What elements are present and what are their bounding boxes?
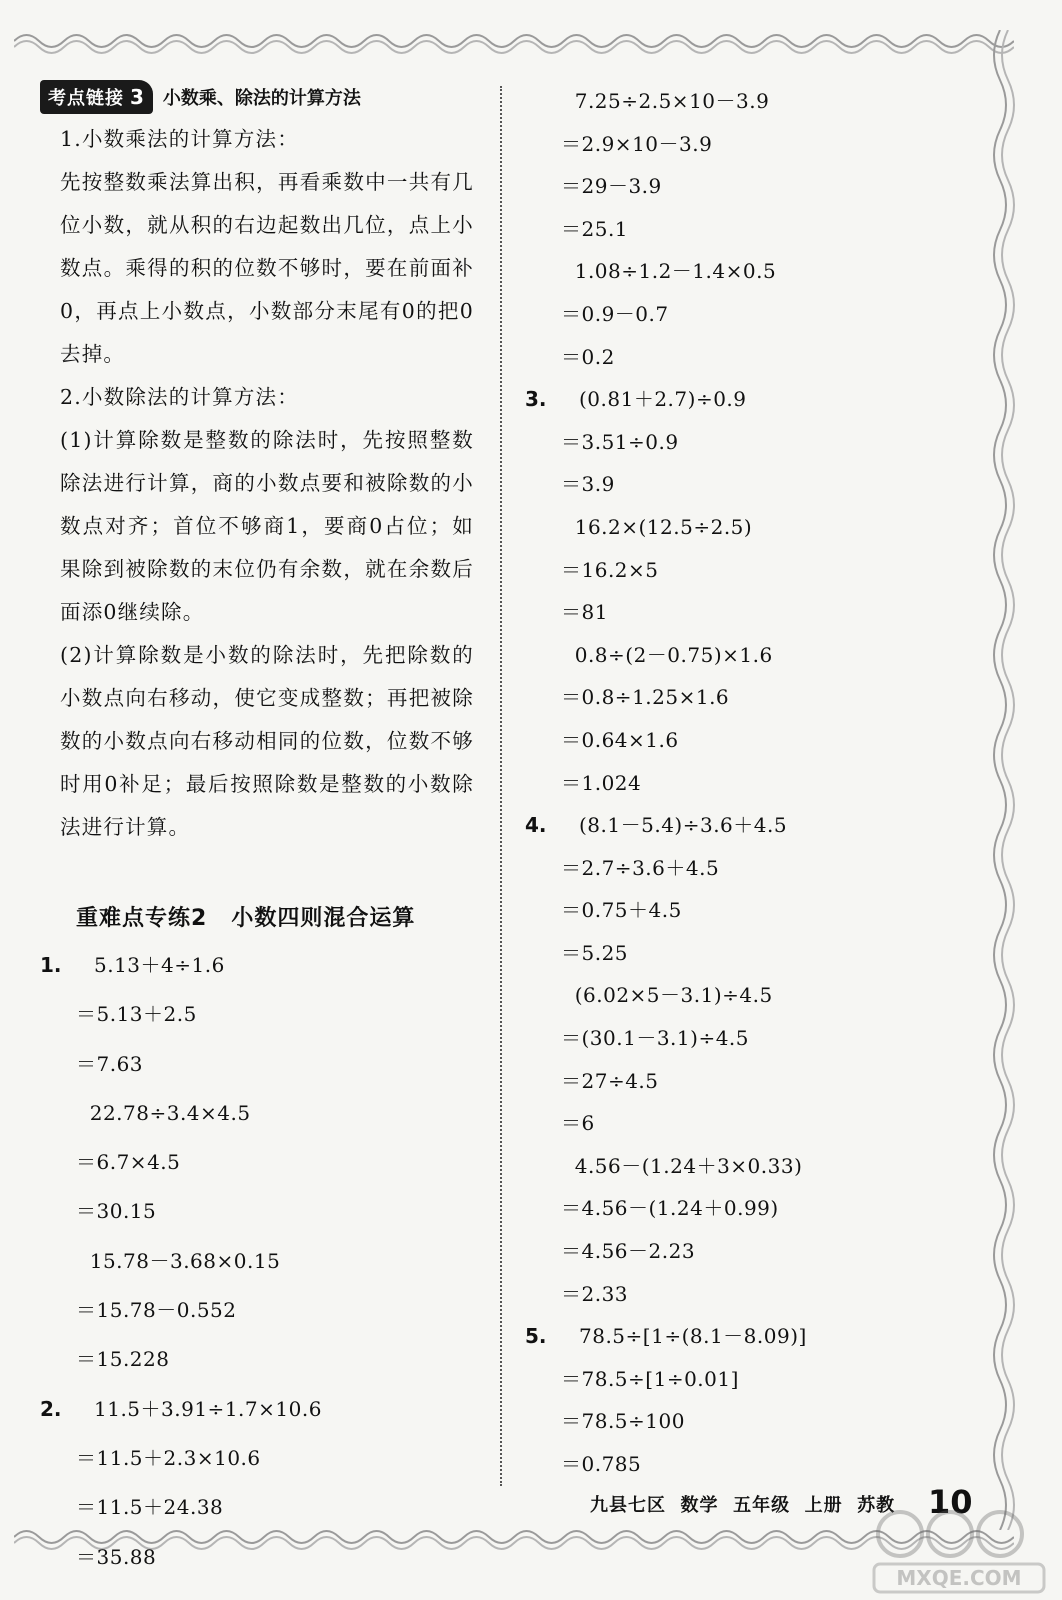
solution-line bbox=[525, 932, 965, 975]
expression: ＝1.024 bbox=[561, 770, 642, 795]
question-number: 2. bbox=[40, 1396, 62, 1421]
question-number bbox=[525, 250, 555, 293]
expression: ＝35.88 bbox=[76, 1544, 157, 1569]
knowledge-link-header bbox=[40, 80, 480, 114]
expression: ＝3.51÷0.9 bbox=[561, 429, 679, 454]
expression: 11.5＋3.91÷1.7×10.6 bbox=[94, 1396, 322, 1421]
question-number bbox=[525, 1400, 555, 1443]
solution-line bbox=[525, 336, 965, 379]
expression: ＝30.15 bbox=[76, 1199, 157, 1224]
expression: (8.1－5.4)÷3.6＋4.5 bbox=[579, 813, 788, 838]
expression: ＝81 bbox=[561, 600, 608, 625]
question-number bbox=[525, 1358, 555, 1401]
solution-line bbox=[40, 1286, 480, 1335]
solution-line bbox=[525, 1358, 965, 1401]
expression: 4.56－(1.24＋3×0.33) bbox=[561, 1153, 803, 1178]
page-number: 10 bbox=[928, 1483, 973, 1521]
question-number bbox=[40, 1089, 70, 1138]
solution-line bbox=[525, 1443, 965, 1486]
knowledge-paragraph: (2)计算除数是小数的除法时，先把除数的小数点向右移动，使它变成整数；再把被除数的小数点向右移动相同的位数，位数不够时用0补足；最后按照除数是整数的小数除法进行计算。 bbox=[60, 643, 474, 839]
expression: ＝5.25 bbox=[561, 940, 629, 965]
question-number bbox=[525, 549, 555, 592]
expression: ＝(30.1－3.1)÷4.5 bbox=[561, 1026, 750, 1051]
question-number bbox=[525, 506, 555, 549]
expression: ＝15.228 bbox=[76, 1347, 170, 1372]
solution-line bbox=[525, 1187, 965, 1230]
expression: ＝78.5÷[1÷0.01] bbox=[561, 1366, 739, 1391]
tag-number: 3 bbox=[130, 85, 145, 109]
expression: ＝6 bbox=[561, 1111, 595, 1136]
solution-line bbox=[525, 378, 965, 421]
solution-line bbox=[40, 1434, 480, 1483]
expression: ＝15.78－0.552 bbox=[76, 1298, 237, 1323]
expression: ＝78.5÷100 bbox=[561, 1409, 685, 1434]
question-number: 4. bbox=[525, 813, 547, 838]
knowledge-paragraph: 1.小数乘法的计算方法： bbox=[60, 127, 299, 151]
solution-line bbox=[40, 1237, 480, 1286]
question-number bbox=[525, 1017, 555, 1060]
expression: 78.5÷[1÷(8.1－8.09)] bbox=[579, 1324, 807, 1349]
solution-line bbox=[525, 1102, 965, 1145]
solution-line bbox=[525, 165, 965, 208]
solution-line bbox=[40, 1040, 480, 1089]
expression: (0.81＋2.7)÷0.9 bbox=[579, 387, 747, 412]
right-column bbox=[525, 80, 965, 1486]
solution-line bbox=[525, 804, 965, 847]
solution-line bbox=[525, 1400, 965, 1443]
expression: ＝0.8÷1.25×1.6 bbox=[561, 685, 730, 710]
solution-line bbox=[525, 974, 965, 1017]
knowledge-link-tag bbox=[40, 80, 153, 114]
knowledge-paragraph: (1)计算除数是整数的除法时，先按照整数除法进行计算，商的小数点要和被除数的小数点对齐；首位不够商1，要商0占位；如果除到被除数的末位仍有余数，就在余数后面添0继续除。 bbox=[60, 428, 474, 624]
question-number bbox=[525, 80, 555, 123]
solution-line bbox=[525, 1060, 965, 1103]
question-number bbox=[525, 1443, 555, 1486]
question-number bbox=[40, 1286, 70, 1335]
left-column bbox=[40, 80, 480, 1582]
knowledge-link-title: 小数乘、除法的计算方法 bbox=[162, 88, 361, 109]
solution-line bbox=[40, 1089, 480, 1138]
expression: 15.78－3.68×0.15 bbox=[76, 1248, 281, 1273]
solution-line bbox=[525, 250, 965, 293]
question-number bbox=[525, 634, 555, 677]
answer-site-logo-icon bbox=[870, 1500, 1050, 1600]
solution-line bbox=[525, 208, 965, 251]
solution-line bbox=[40, 1138, 480, 1187]
question-number bbox=[525, 974, 555, 1017]
expression: ＝4.56－(1.24＋0.99) bbox=[561, 1196, 779, 1221]
solution-line bbox=[40, 1385, 480, 1434]
question-number bbox=[525, 1102, 555, 1145]
solution-line bbox=[525, 293, 965, 336]
solution-line bbox=[525, 1273, 965, 1316]
expression: ＝6.7×4.5 bbox=[76, 1150, 181, 1175]
svg-text:MXQE.COM: MXQE.COM bbox=[896, 1566, 1022, 1590]
expression: 1.08÷1.2－1.4×0.5 bbox=[561, 259, 777, 284]
knowledge-paragraph: 先按整数乘法算出积，再看乘数中一共有几位小数，就从积的右边起数出几位，点上小数点。乘得的积的位数不够时，要在前面补0，再点上小数点，小数部分末尾有0的把0去掉。 bbox=[60, 170, 474, 366]
book-info: 九县七区 数学 五年级 上册 苏教 bbox=[590, 1495, 896, 1516]
question-number bbox=[40, 1237, 70, 1286]
expression: ＝2.33 bbox=[561, 1281, 629, 1306]
question-number bbox=[525, 591, 555, 634]
solution-line bbox=[525, 634, 965, 677]
question-number bbox=[525, 1273, 555, 1316]
question-number: 1. bbox=[40, 953, 62, 977]
expression: ＝0.785 bbox=[561, 1452, 642, 1476]
expression: ＝11.5＋2.3×10.6 bbox=[76, 1445, 261, 1470]
expression: ＝2.9×10－3.9 bbox=[561, 131, 713, 156]
question-number bbox=[525, 463, 555, 506]
expression: ＝0.9－0.7 bbox=[561, 301, 669, 326]
expression: ＝2.7÷3.6＋4.5 bbox=[561, 855, 720, 880]
solution-line bbox=[525, 1017, 965, 1060]
question-number bbox=[525, 208, 555, 251]
expression: 22.78÷3.4×4.5 bbox=[76, 1100, 251, 1125]
solution-line bbox=[40, 1187, 480, 1236]
solution-line bbox=[40, 941, 480, 990]
solution-line bbox=[40, 1335, 480, 1384]
question-number bbox=[525, 336, 555, 379]
expression: ＝27÷4.5 bbox=[561, 1068, 659, 1093]
question-number bbox=[525, 719, 555, 762]
expression: ＝16.2×5 bbox=[561, 557, 659, 582]
solution-line bbox=[525, 762, 965, 805]
expression: ＝7.63 bbox=[76, 1051, 144, 1076]
expression: ＝29－3.9 bbox=[561, 174, 662, 199]
question-number bbox=[525, 889, 555, 932]
solution-line bbox=[525, 1315, 965, 1358]
question-number bbox=[525, 1060, 555, 1103]
expression: ＝11.5＋24.38 bbox=[76, 1495, 224, 1520]
question-number bbox=[525, 165, 555, 208]
section-title-number: 重难点专练2 bbox=[76, 906, 208, 931]
question-number: 3. bbox=[525, 387, 547, 412]
question-number bbox=[525, 676, 555, 719]
question-number bbox=[525, 1187, 555, 1230]
solution-line bbox=[525, 676, 965, 719]
expression: ＝4.56－2.23 bbox=[561, 1239, 696, 1264]
tag-label: 考点链接 bbox=[48, 88, 124, 109]
question-number bbox=[525, 293, 555, 336]
expression: 5.13＋4÷1.6 bbox=[94, 953, 225, 977]
expression: ＝3.9 bbox=[561, 472, 615, 497]
question-number bbox=[525, 847, 555, 890]
question-number bbox=[525, 123, 555, 166]
solution-line bbox=[525, 1230, 965, 1273]
expression: 7.25÷2.5×10－3.9 bbox=[561, 89, 770, 113]
question-number bbox=[525, 421, 555, 464]
solution-line bbox=[525, 591, 965, 634]
question-number bbox=[40, 990, 70, 1039]
solution-line bbox=[525, 463, 965, 506]
question-number bbox=[40, 1335, 70, 1384]
expression: ＝5.13＋2.5 bbox=[76, 1002, 197, 1027]
question-number bbox=[525, 932, 555, 975]
section-title bbox=[76, 901, 480, 941]
expression: (6.02×5－3.1)÷4.5 bbox=[561, 983, 773, 1008]
solution-line bbox=[525, 719, 965, 762]
solution-line bbox=[525, 549, 965, 592]
solution-line bbox=[525, 506, 965, 549]
question-number: 5. bbox=[525, 1324, 547, 1349]
solution-line bbox=[525, 847, 965, 890]
question-number bbox=[525, 1230, 555, 1273]
solution-line bbox=[525, 123, 965, 166]
column-divider bbox=[500, 86, 502, 1486]
section-title-topic: 小数四则混合运算 bbox=[231, 906, 416, 931]
solution-line bbox=[525, 889, 965, 932]
question-number bbox=[525, 1145, 555, 1188]
question-number bbox=[40, 1533, 70, 1582]
question-number bbox=[40, 1138, 70, 1187]
solution-line bbox=[40, 990, 480, 1039]
expression: ＝25.1 bbox=[561, 216, 629, 241]
question-number bbox=[40, 1040, 70, 1089]
expression: ＝0.75＋4.5 bbox=[561, 898, 682, 923]
question-number bbox=[40, 1434, 70, 1483]
expression: 0.8÷(2－0.75)×1.6 bbox=[561, 642, 773, 667]
solution-line bbox=[525, 421, 965, 464]
question-number bbox=[525, 762, 555, 805]
question-number bbox=[40, 1187, 70, 1236]
expression: ＝0.2 bbox=[561, 344, 615, 369]
knowledge-paragraph: 2.小数除法的计算方法： bbox=[60, 385, 299, 409]
solution-line bbox=[525, 80, 965, 123]
expression: 16.2×(12.5÷2.5) bbox=[561, 514, 753, 539]
solution-line bbox=[525, 1145, 965, 1188]
solution-line bbox=[40, 1533, 480, 1582]
expression: ＝0.64×1.6 bbox=[561, 727, 679, 752]
